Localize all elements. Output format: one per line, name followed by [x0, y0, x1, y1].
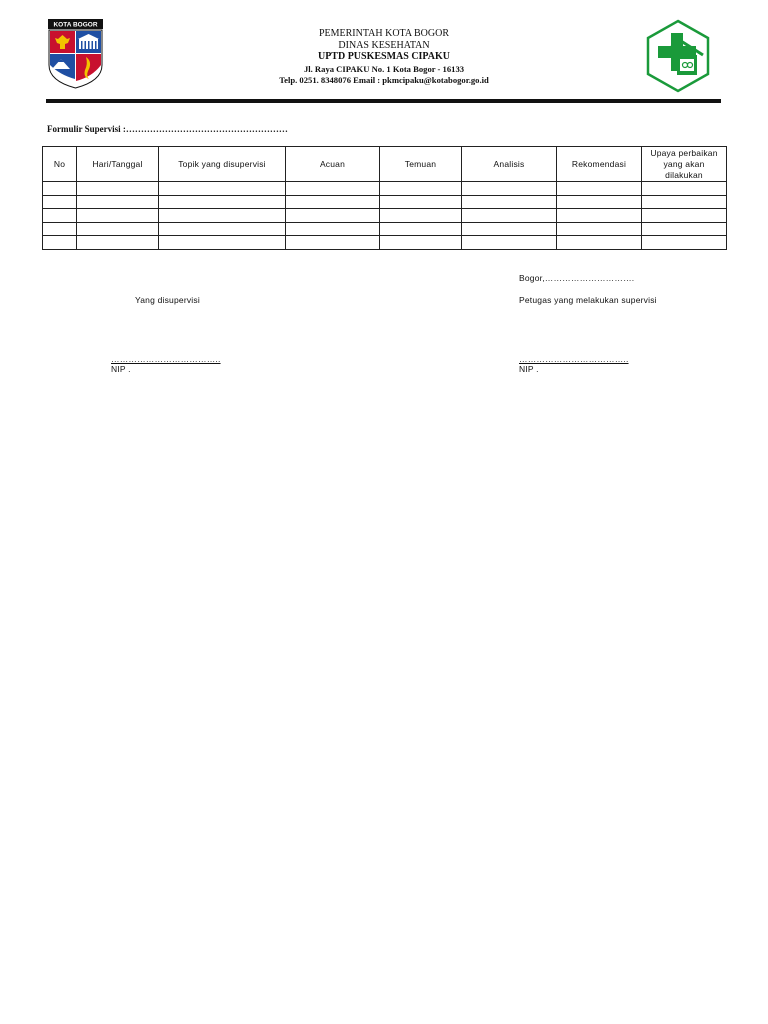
- table-cell[interactable]: [380, 222, 462, 236]
- left-signature-line: ………………………………..: [111, 354, 221, 364]
- table-cell[interactable]: [286, 182, 380, 196]
- header-line-government: PEMERINTAH KOTA BOGOR: [318, 28, 450, 39]
- table-cell[interactable]: [159, 222, 286, 236]
- header-line-institution: UPTD PUSKESMAS CIPAKU: [317, 51, 451, 62]
- letterhead: [180, 28, 588, 87]
- col-header-analysis: Analisis: [462, 147, 557, 182]
- table-cell[interactable]: [557, 182, 642, 196]
- right-signature-line: ………………………………..: [519, 354, 629, 364]
- table-cell[interactable]: [462, 195, 557, 209]
- table-cell[interactable]: [380, 209, 462, 223]
- table-row: [43, 195, 727, 209]
- table-cell[interactable]: [462, 182, 557, 196]
- table-cell[interactable]: [43, 222, 77, 236]
- table-row: [43, 222, 727, 236]
- header-address: Jl. Raya CIPAKU No. 1 Kota Bogor - 16133: [303, 63, 465, 74]
- table-cell[interactable]: [77, 209, 159, 223]
- table-cell[interactable]: [380, 195, 462, 209]
- table-header-row: [43, 147, 727, 182]
- table-cell[interactable]: [159, 236, 286, 250]
- header-divider: [46, 99, 721, 103]
- table-row: [43, 182, 727, 196]
- table-cell[interactable]: [77, 195, 159, 209]
- table-cell[interactable]: [77, 222, 159, 236]
- col-header-topic: Topik yang disupervisi: [159, 147, 286, 182]
- table-cell[interactable]: [642, 236, 727, 250]
- col-header-recommendation: Rekomendasi: [557, 147, 642, 182]
- table-cell[interactable]: [77, 182, 159, 196]
- table-cell[interactable]: [462, 236, 557, 250]
- table-cell[interactable]: [462, 222, 557, 236]
- place-date: Bogor,………………………….: [519, 273, 635, 283]
- left-nip: NIP .: [111, 364, 131, 374]
- supervision-table: [42, 146, 727, 250]
- table-cell[interactable]: [462, 209, 557, 223]
- table-row: [43, 236, 727, 250]
- col-header-improvement: Upaya perbaikan yang akan dilakukan: [642, 147, 727, 182]
- table-row: [43, 209, 727, 223]
- table-cell[interactable]: [557, 222, 642, 236]
- table-cell[interactable]: [642, 209, 727, 223]
- table-cell[interactable]: [286, 222, 380, 236]
- col-header-no: No: [43, 147, 77, 182]
- table-cell[interactable]: [43, 195, 77, 209]
- table-cell[interactable]: [77, 236, 159, 250]
- header-line-department: DINAS KESEHATAN: [338, 39, 430, 51]
- table-cell[interactable]: [557, 209, 642, 223]
- table-cell[interactable]: [380, 236, 462, 250]
- table-cell[interactable]: [642, 195, 727, 209]
- form-title: Formulir Supervisi :………………………………………………: [47, 124, 288, 134]
- puskesmas-logo-icon: [645, 19, 711, 93]
- table-cell[interactable]: [286, 236, 380, 250]
- col-header-date: Hari/Tanggal: [77, 147, 159, 182]
- logo-left-text: KOTA BOGOR: [53, 21, 98, 29]
- right-signer-role: Petugas yang melakukan supervisi: [519, 295, 657, 305]
- table-cell[interactable]: [159, 182, 286, 196]
- table-cell[interactable]: [286, 209, 380, 223]
- table-cell[interactable]: [642, 222, 727, 236]
- left-signer-role: Yang disupervisi: [135, 295, 200, 305]
- col-header-reference: Acuan: [286, 147, 380, 182]
- table-cell[interactable]: [642, 182, 727, 196]
- table-cell[interactable]: [557, 236, 642, 250]
- table-cell[interactable]: [557, 195, 642, 209]
- table-cell[interactable]: [43, 182, 77, 196]
- header-contact: Telp. 0251. 8348076 Email : pkmcipaku@kotabogor.go.id: [279, 75, 489, 85]
- kota-bogor-emblem-icon: [48, 19, 103, 89]
- table-cell[interactable]: [159, 195, 286, 209]
- table-cell[interactable]: [286, 195, 380, 209]
- right-nip: NIP .: [519, 364, 539, 374]
- col-header-findings: Temuan: [380, 147, 462, 182]
- table-cell[interactable]: [380, 182, 462, 196]
- table-cell[interactable]: [43, 236, 77, 250]
- table-cell[interactable]: [159, 209, 286, 223]
- table-cell[interactable]: [43, 209, 77, 223]
